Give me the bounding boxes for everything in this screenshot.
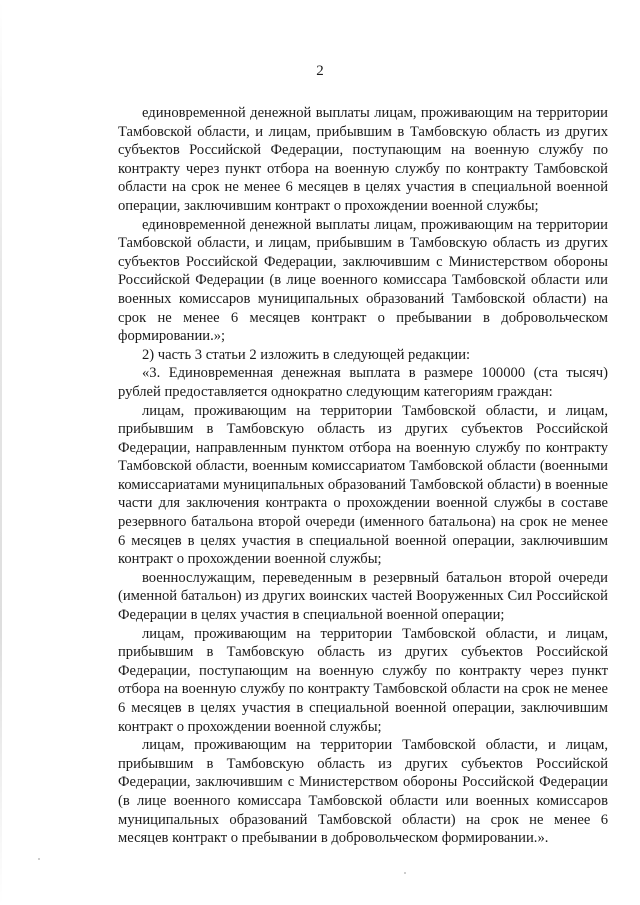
scan-speck [38, 858, 40, 860]
paragraph: 2) часть 3 статьи 2 изложить в следующей редакции: [142, 346, 471, 363]
scan-speck [404, 872, 406, 874]
paragraph: единовременной денежной выплаты лицам, проживающим на территории Тамбовской области, и лицам, прибывшим в Тамбовскую область из других субъектов Российской Федерации, поступающим на военную службу по контракту через пункт отбора на военную службу по контракту Тамбовской области на срок не менее 6 месяцев в целях участия в специальной военной операции, заключившим контракт о прохождении военной службы; [118, 105, 608, 214]
paragraph: лицам, проживающим на территории Тамбовской области, и лицам, прибывшим в Тамбовскую область из других субъектов Российской Федерации, поступающим на военную службу по контракту через пункт отбора на военную службу по контракту Тамбовской области на срок не менее 6 месяцев в целях участия в специальной военной операции, заключившим контракт о прохождении военной службы; [118, 625, 608, 735]
page-number: 2 [316, 63, 324, 79]
paragraph: «3. Единовременная денежная выплата в размере 100000 (ста тысяч) рублей предоставляется однократно следующим категориям граждан: [118, 365, 608, 400]
paragraph: военнослужащим, переведенным в резервный батальон второй очереди (именной батальон) из других воинских частей Вооруженных Сил Российской Федерации в целях участия в специальной военной операции; [118, 569, 608, 624]
scan-left-edge [0, 0, 2, 905]
document-body [118, 104, 608, 848]
paragraph: единовременной денежной выплаты лицам, проживающим на территории Тамбовской области, и лицам, прибывшим в Тамбовскую область из других субъектов Российской Федерации, заключившим с Министерством обороны Российской Федерации (в лице военного комиссара Тамбовской области или военных комиссаров муниципальных образований Тамбовской области) на срок не менее 6 месяцев контракт о пребывании в добровольческом формировании.»; [118, 216, 608, 345]
paragraph: лицам, проживающим на территории Тамбовской области, и лицам, прибывшим в Тамбовскую область из других субъектов Российской Федерации, заключившим с Министерством обороны Российской Федерации (в лице военного комиссара Тамбовской области или военных комиссаров муниципальных образований Тамбовской области) на срок не менее 6 месяцев контракт о пребывании в добровольческом формировании.». [118, 737, 608, 847]
paragraph: лицам, проживающим на территории Тамбовской области, и лицам, прибывшим в Тамбовскую область из других субъектов Российской Федерации, направленным пунктом отбора на военную службу по контракту Тамбовской области, военным комиссариатом Тамбовской области (военными комиссариатами муниципальных образований Тамбовской области) в военные части для заключения контракта о прохождении военной службы в составе резервного батальона второй очереди (именного батальона) на срок не менее 6 месяцев в целях участия в специальной военной операции, заключившим контракт о прохождении военной службы; [118, 402, 608, 568]
